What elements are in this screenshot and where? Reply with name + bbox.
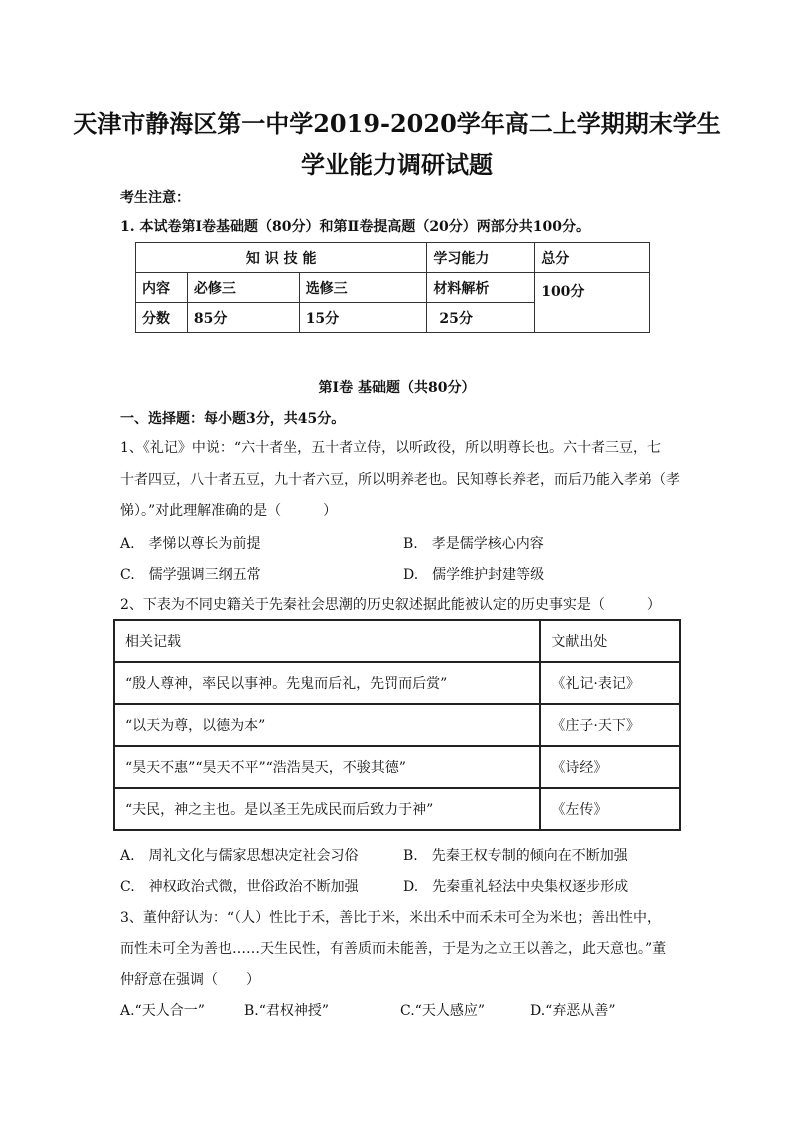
score-table bbox=[135, 242, 650, 333]
history-table bbox=[113, 619, 681, 831]
q1-option-d: D. 儒学维护封建等级 bbox=[403, 567, 545, 583]
notice-item: 1. 本试卷第Ⅰ卷基础题（80分）和第Ⅱ卷提高题（20分）两部分共100分。 bbox=[120, 219, 591, 235]
history-table-source: 《诗经》 bbox=[540, 746, 680, 788]
q3-stem-line1: 3、董仲舒认为：“（人）性比于禾，善比于米，米出禾中而禾未可全为米也；善出性中， bbox=[120, 910, 662, 926]
q2-option-d: D. 先秦重礼轻法中央集权逐步形成 bbox=[403, 879, 629, 895]
score-table-cell: 选修三 bbox=[299, 273, 427, 303]
score-table-row-label: 分数 bbox=[136, 303, 188, 333]
q2-option-b: B. 先秦王权专制的倾向在不断加强 bbox=[403, 848, 628, 864]
part-heading: 一、选择题：每小题3分，共45分。 bbox=[120, 411, 346, 427]
q3-option-d: D.“弃恶从善” bbox=[530, 1003, 616, 1019]
score-table-cell: 15分 bbox=[299, 303, 427, 333]
score-table-cell: 必修三 bbox=[187, 273, 299, 303]
score-table-row-label: 内容 bbox=[136, 273, 188, 303]
document-title-line1: 天津市静海区第一中学2019-2020学年高二上学期期末学生 bbox=[73, 109, 721, 138]
q3-stem-line3: 仲舒意在强调（ ） bbox=[120, 972, 260, 988]
score-table-cell: 材料解析 bbox=[427, 273, 535, 303]
q1-stem-line3: 悌）。”对此理解准确的是（ ） bbox=[120, 503, 338, 519]
score-table-total: 100分 bbox=[535, 273, 650, 333]
history-table-header-record: 相关记载 bbox=[114, 620, 540, 662]
score-table-cell: 25分 bbox=[427, 303, 535, 333]
q1-option-b: B. 孝是儒学核心内容 bbox=[403, 536, 544, 552]
history-table-source: 《礼记·表记》 bbox=[540, 662, 680, 704]
history-table-source: 《左传》 bbox=[540, 788, 680, 830]
q2-stem: 2、下表为不同史籍关于先秦社会思潮的历史叙述据此能被认定的历史事实是（ ） bbox=[120, 597, 661, 613]
q1-option-c: C. 儒学强调三纲五常 bbox=[120, 567, 261, 583]
history-table-record: “殷人尊神，率民以事神。先鬼而后礼，先罚而后赏” bbox=[114, 662, 540, 704]
q3-option-c: C.“天人感应” bbox=[400, 1003, 485, 1019]
section-title: 第Ⅰ卷 基础题（共80分） bbox=[318, 380, 476, 396]
history-table-record: “夫民，神之主也。是以圣王先成民而后致力于神” bbox=[114, 788, 540, 830]
q2-option-a: A. 周礼文化与儒家思想决定社会习俗 bbox=[120, 848, 359, 864]
q1-stem-line2: 十者四豆，八十者五豆，九十者六豆，所以明养老也。民知尊长养老，而后乃能入孝弟（孝 bbox=[120, 472, 680, 488]
history-table-record: “以天为尊，以德为本” bbox=[114, 704, 540, 746]
score-table-header-total: 总分 bbox=[535, 243, 650, 273]
score-table-cell: 85分 bbox=[187, 303, 299, 333]
q1-option-a: A. 孝悌以尊长为前提 bbox=[120, 536, 261, 552]
score-table-header-skills: 知 识 技 能 bbox=[136, 243, 427, 273]
q3-option-a: A.“天人合一” bbox=[120, 1003, 205, 1019]
history-table-source: 《庄子·天下》 bbox=[540, 704, 680, 746]
history-table-record: “昊天不惠”“昊天不平”“浩浩昊天，不骏其德” bbox=[114, 746, 540, 788]
q2-option-c: C. 神权政治式微，世俗政治不断加强 bbox=[120, 879, 359, 895]
notice-heading: 考生注意： bbox=[120, 190, 190, 206]
q3-stem-line2: 而性未可全为善也……天生民性，有善质而未能善，于是为之立王以善之，此天意也。”董 bbox=[120, 941, 667, 957]
score-table-header-ability: 学习能力 bbox=[427, 243, 535, 273]
q3-option-b: B.“君权神授” bbox=[244, 1003, 330, 1019]
document-title-line2: 学业能力调研试题 bbox=[301, 150, 493, 179]
q1-stem-line1: 1、《礼记》中说：“六十者坐，五十者立侍，以听政役，所以明尊长也。六十者三豆，七 bbox=[120, 440, 662, 456]
history-table-header-source: 文献出处 bbox=[540, 620, 680, 662]
